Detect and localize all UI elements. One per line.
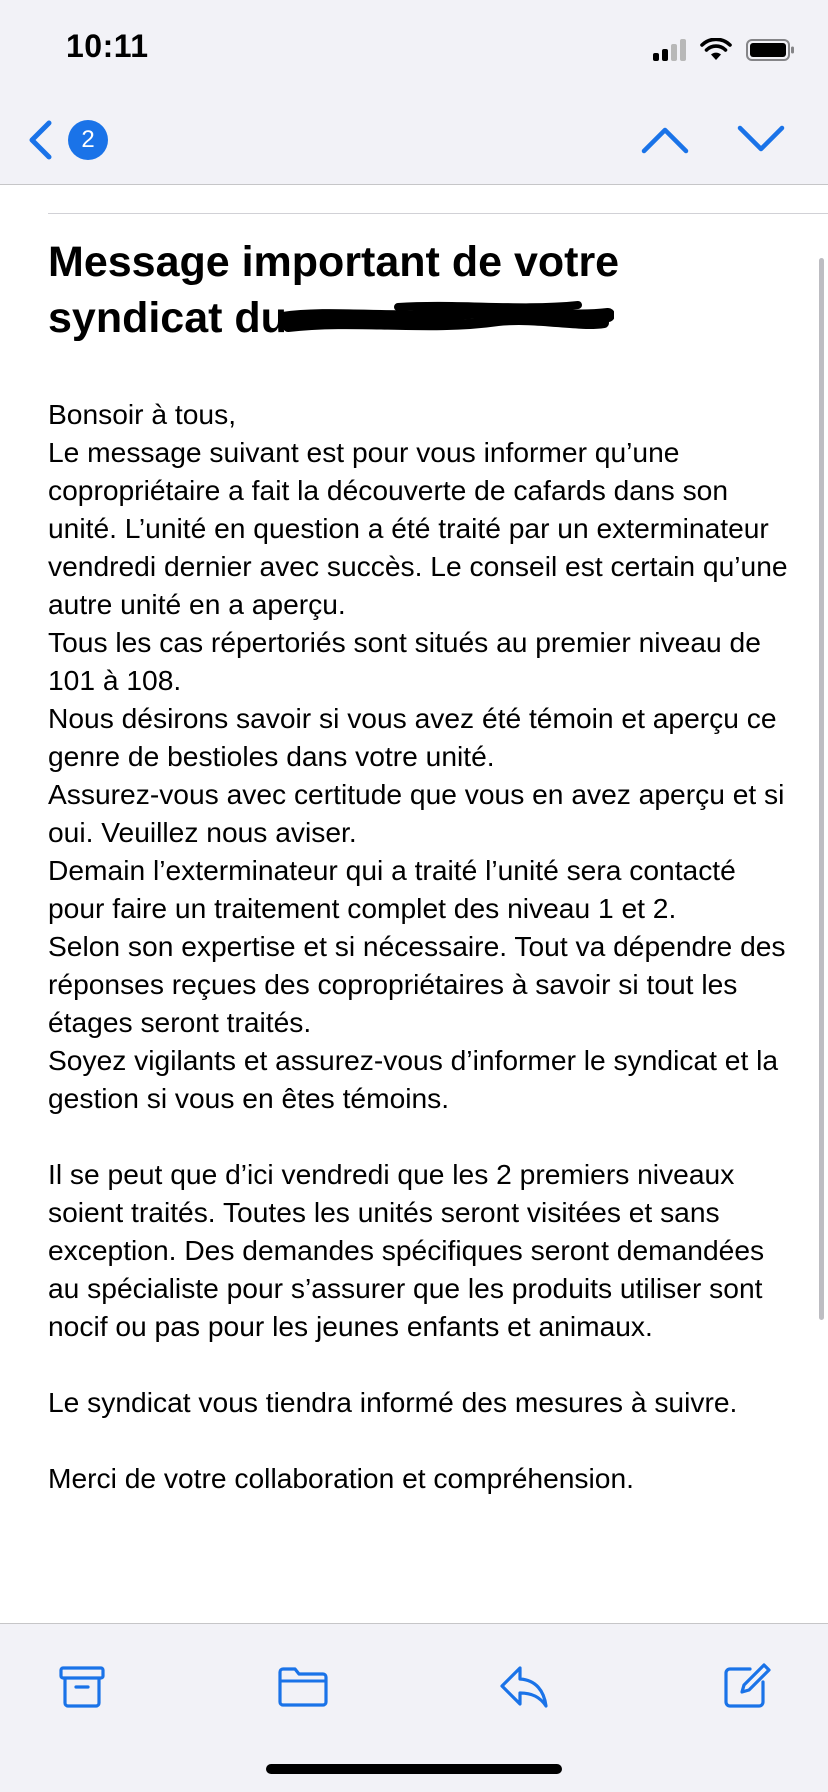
- redaction-scribble: [278, 297, 614, 341]
- paragraph-gap: [48, 1117, 790, 1155]
- paragraph-gap: [48, 1345, 790, 1383]
- previous-message-chevron-up-icon[interactable]: [640, 122, 690, 156]
- compose-icon[interactable]: [720, 1662, 772, 1710]
- next-message-chevron-down-icon[interactable]: [736, 122, 786, 156]
- email-subject: Message important de votre syndicat du: [48, 238, 620, 342]
- home-indicator[interactable]: [266, 1764, 562, 1774]
- body-paragraph: Nous désirons savoir si vous avez été témoin et aperçu ce genre de bestioles dans votre unité.: [48, 702, 777, 772]
- battery-icon: [746, 38, 796, 62]
- status-icons: [653, 36, 796, 64]
- paragraph-gap: [48, 1421, 790, 1459]
- body-paragraph: Il se peut que d’ici vendredi que les 2 premiers niveaux soient traités. Toutes les unités seront visitées et sans exception. Des demandes spécifiques seront demandées au spécialiste pour s’assurer que les produits utiliser sont nocif ou pas pour les jeunes enfants et animaux.: [48, 1158, 765, 1342]
- body-paragraph: Assurez-vous avec certitude que vous en avez aperçu et si oui. Veuillez nous aviser.: [48, 778, 785, 848]
- back-chevron-icon[interactable]: [22, 118, 58, 162]
- body-paragraph: Merci de votre collaboration et compréhension.: [48, 1462, 634, 1494]
- scroll-indicator[interactable]: [819, 258, 824, 1320]
- unread-count-badge[interactable]: 2: [68, 120, 108, 160]
- body-paragraph: Demain l’exterminateur qui a traité l’unité sera contacté pour faire un traitement complet des niveau 1 et 2.: [48, 854, 736, 924]
- reply-icon[interactable]: [498, 1662, 550, 1710]
- wifi-icon: [700, 38, 732, 62]
- body-paragraph: Selon son expertise et si nécessaire. Tout va dépendre des réponses reçues des copropriétaires à savoir si tout les étages seront traités.: [48, 930, 786, 1038]
- status-time: 10:11: [66, 28, 149, 64]
- archive-icon[interactable]: [56, 1662, 108, 1710]
- header-divider: [48, 213, 828, 214]
- top-bar: [0, 0, 828, 185]
- cellular-signal-icon: [653, 39, 686, 61]
- body-paragraph: Le syndicat vous tiendra informé des mesures à suivre.: [48, 1386, 738, 1418]
- body-paragraph: Le message suivant est pour vous informer qu’une copropriétaire a fait la découverte de cafards dans son unité. L’unité en question a été traité par un exterminateur vendredi dernier avec succès. Le conseil est certain qu’une autre unité en a aperçu.: [48, 436, 788, 620]
- body-paragraph: Tous les cas répertoriés sont situés au premier niveau de 101 à 108.: [48, 626, 761, 696]
- body-paragraph: Soyez vigilants et assurez-vous d’informer le syndicat et la gestion si vous en êtes témoins.: [48, 1044, 779, 1114]
- folder-icon[interactable]: [277, 1662, 329, 1710]
- body-paragraph: Bonsoir à tous,: [48, 398, 237, 430]
- email-body: [48, 395, 790, 1497]
